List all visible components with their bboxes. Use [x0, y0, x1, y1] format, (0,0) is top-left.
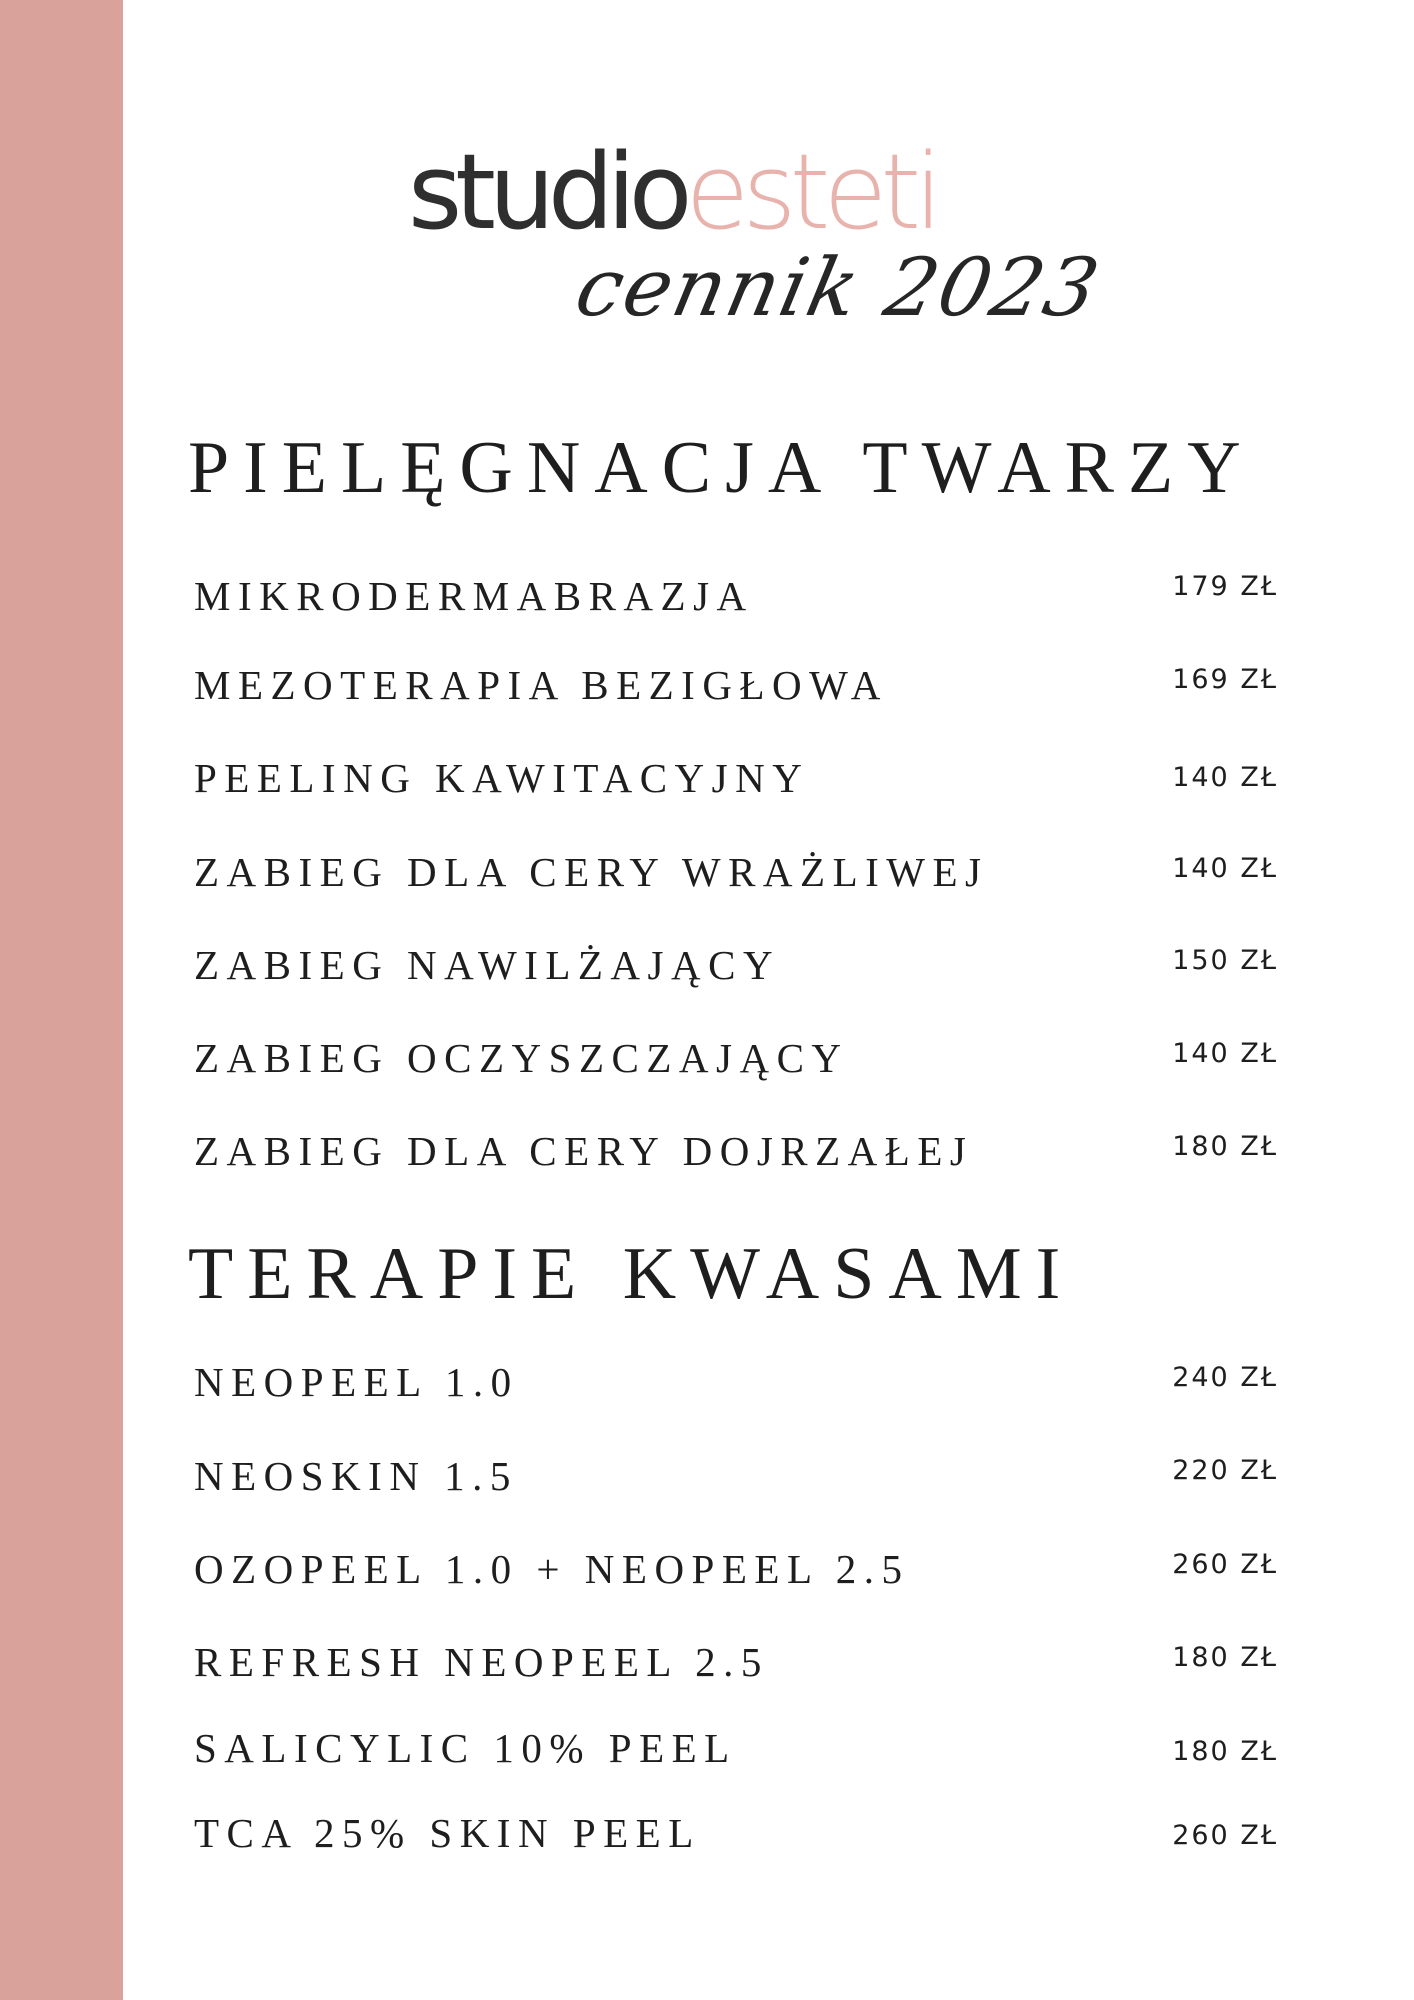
- section-title-acid-therapies: TERAPIE KWASAMI: [188, 1233, 1075, 1315]
- service-name: PEELING KAWITACYJNY: [194, 755, 810, 801]
- service-price: 180 ZŁ: [1172, 1642, 1278, 1673]
- service-name: OZOPEEL 1.0 + NEOPEEL 2.5: [194, 1546, 910, 1592]
- service-name: NEOSKIN 1.5: [194, 1453, 518, 1499]
- service-price: 180 ZŁ: [1172, 1736, 1278, 1767]
- service-price: 220 ZŁ: [1172, 1455, 1278, 1486]
- service-name: ZABIEG DLA CERY WRAŻLIWEJ: [194, 849, 989, 895]
- section-title-face-care: PIELĘGNACJA TWARZY: [188, 427, 1255, 509]
- price-list-tagline: cennik 2023: [568, 241, 1109, 334]
- service-price: 260 ZŁ: [1172, 1549, 1278, 1580]
- decorative-side-band: [0, 0, 123, 2000]
- service-price: 260 ZŁ: [1172, 1820, 1278, 1851]
- service-price: 140 ZŁ: [1172, 853, 1278, 884]
- logo-text-studio: studio: [408, 131, 686, 253]
- service-name: ZABIEG OCZYSZCZAJĄCY: [194, 1035, 849, 1081]
- service-price: 150 ZŁ: [1172, 945, 1278, 976]
- service-price: 140 ZŁ: [1172, 762, 1278, 793]
- service-price: 180 ZŁ: [1172, 1131, 1278, 1162]
- service-price: 140 ZŁ: [1172, 1038, 1278, 1069]
- service-name: SALICYLIC 10% PEEL: [194, 1725, 737, 1771]
- service-price: 240 ZŁ: [1172, 1362, 1278, 1393]
- logo-text-esteti: esteti: [685, 131, 937, 253]
- service-name: REFRESH NEOPEEL 2.5: [194, 1639, 769, 1685]
- service-price: 169 ZŁ: [1172, 664, 1278, 695]
- service-name: MIKRODERMABRAZJA: [194, 573, 754, 619]
- service-name: MEZOTERAPIA BEZIGŁOWA: [194, 662, 888, 708]
- service-name: TCA 25% SKIN PEEL: [194, 1810, 701, 1856]
- service-price: 179 ZŁ: [1172, 571, 1278, 602]
- service-name: ZABIEG DLA CERY DOJRZAŁEJ: [194, 1128, 974, 1174]
- service-name: ZABIEG NAWILŻAJĄCY: [194, 942, 781, 988]
- studio-logo: [408, 132, 936, 252]
- service-name: NEOPEEL 1.0: [194, 1359, 519, 1405]
